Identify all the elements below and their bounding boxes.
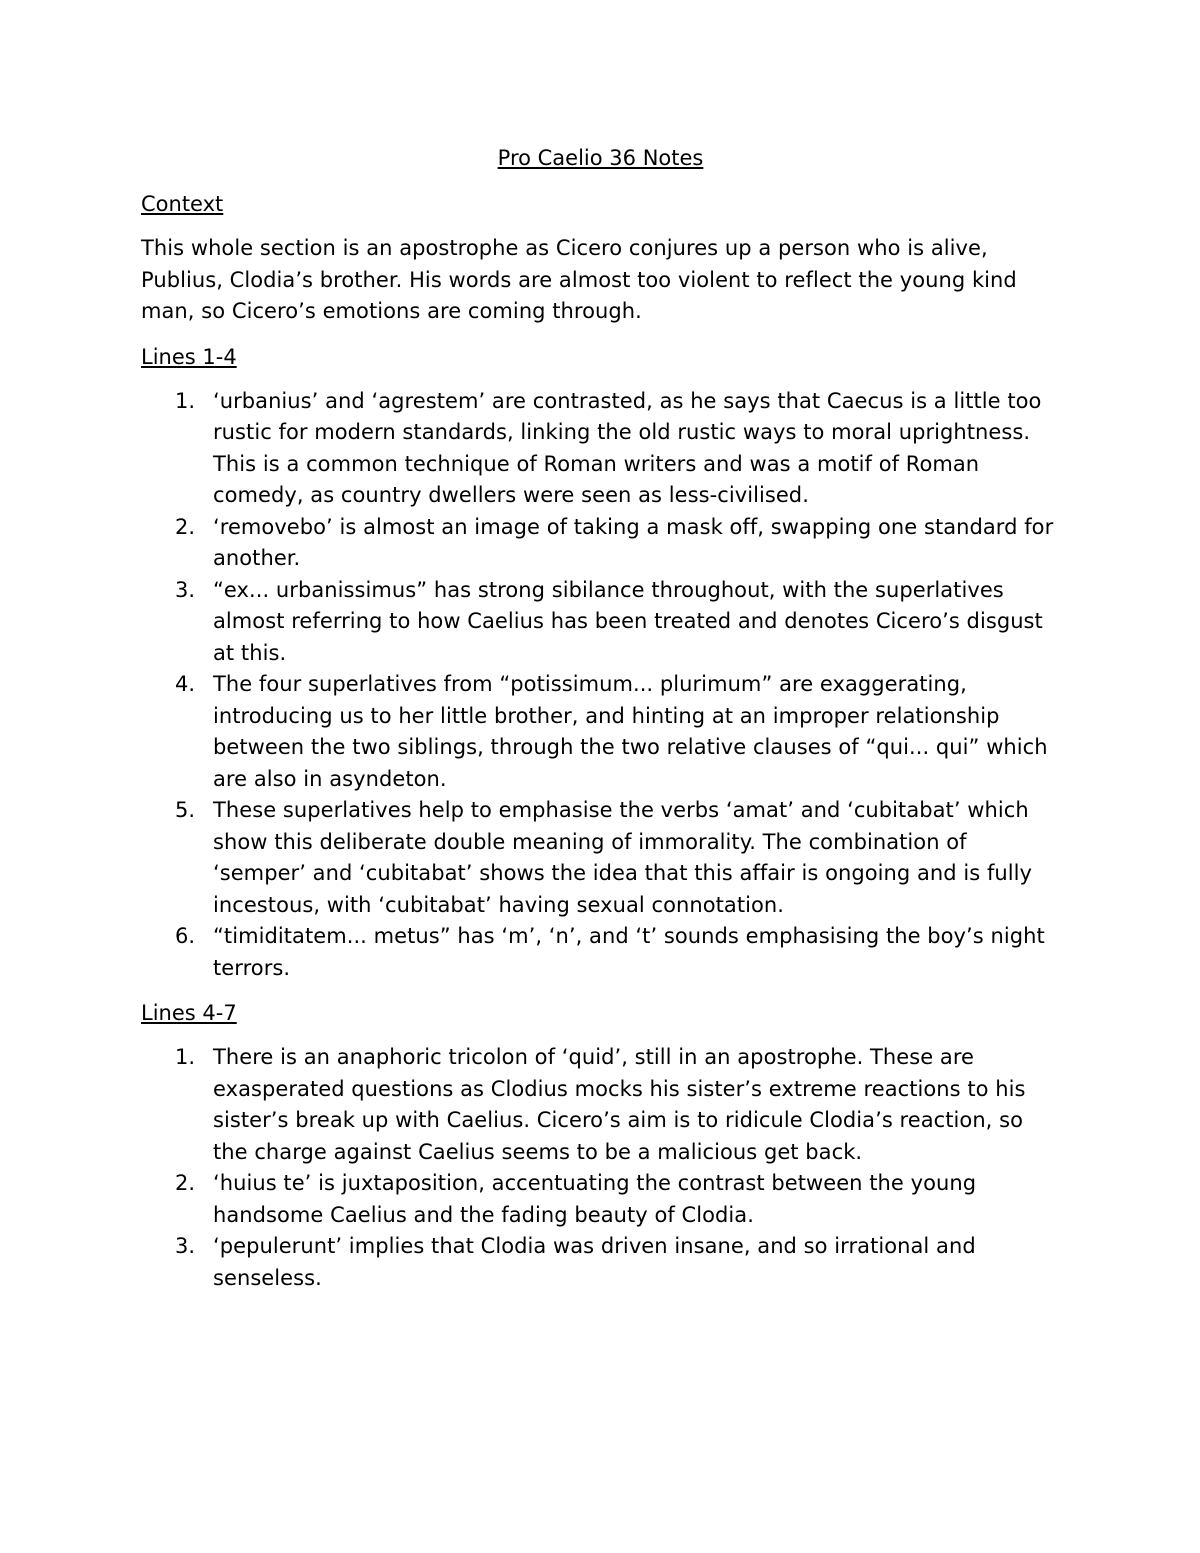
list-item [141,386,1060,512]
context-paragraph: This whole section is an apostrophe as Cicero conjures up a person who is alive, Publius, Clodia’s brother. His words are almost too violent to reflect the young kind man, so Cicero’s emotions are coming through. [141,236,1017,323]
list-item-number: 1. [175,1045,196,1069]
list-item-number: 1. [175,388,196,413]
list-item-text: There is an anaphoric tricolon of ‘quid’, still in an apostrophe. These are exasperated questions as Clodius mocks his sister’s extreme reactions to his sister’s break up with Caelius. Cicero’s aim is to ridicule Clodia’s reaction, so the charge against Caelius seems to be a malicious get back. [213,1045,1026,1164]
list-item-text: These superlatives help to emphasise the verbs ‘amat’ and ‘cubitabat’ which show this deliberate double meaning of immorality. The combination of ‘semper’ and ‘cubitabat’ shows the idea that this affair is ongoing and is fully incestous, with ‘cubitabat’ having sexual connotation. [213,798,1032,917]
list-item-number: 6. [175,924,196,948]
notes-list-lines-4-7 [141,1042,1060,1294]
list-item-text: “timiditatem... metus” has ‘m’, ‘n’, and ‘t’ sounds emphasising the boy’s night terrors. [213,924,1045,980]
list-item-text: ‘pepulerunt’ implies that Clodia was driven insane, and so irrational and senseless. [213,1234,976,1290]
list-item [141,795,1060,921]
list-item [141,921,1060,984]
section-heading-lines-4-7: Lines 4-7 [141,1001,237,1025]
list-item-text: ‘urbanius’ and ‘agrestem’ are contrasted, as he says that Caecus is a little too rustic for modern standards, linking the old rustic ways to moral uprightness. This is a common technique of Roman writers and was a motif of Roman comedy, as country dwellers were seen as less-civilised. [213,388,1042,507]
list-item [141,1231,1060,1294]
section-heading-lines-1-4: Lines 1-4 [141,344,237,369]
list-item-text: ‘removebo’ is almost an image of taking a mask off, swapping one standard for another. [213,514,1054,570]
notes-list-lines-1-4 [141,386,1060,985]
list-item-text: ‘huius te’ is juxtaposition, accentuating the contrast between the young handsome Caelius and the fading beauty of Clodia. [213,1171,977,1227]
list-item-number: 2. [175,1171,196,1195]
list-item [141,512,1060,575]
list-item [141,1042,1060,1168]
list-item-text: The four superlatives from “potissimum... plurimum” are exaggerating, introducing us to her little brother, and hinting at an improper relationship between the two siblings, through the two relative clauses of “qui... qui” which are also in asyndeton. [213,672,1048,791]
context-heading: Context [141,192,224,216]
list-item-number: 4. [175,672,196,696]
list-item [141,1168,1060,1231]
list-item [141,575,1060,670]
list-item-number: 3. [175,1234,196,1258]
list-item-number: 5. [175,798,196,822]
list-item [141,669,1060,795]
list-item-text: “ex... urbanissimus” has strong sibilance throughout, with the superlatives almost referring to how Caelius has been treated and denotes Cicero’s disgust at this. [213,577,1043,665]
document-title: Pro Caelio 36 Notes [497,146,704,170]
list-item-number: 2. [175,514,196,539]
list-item-number: 3. [175,577,196,602]
